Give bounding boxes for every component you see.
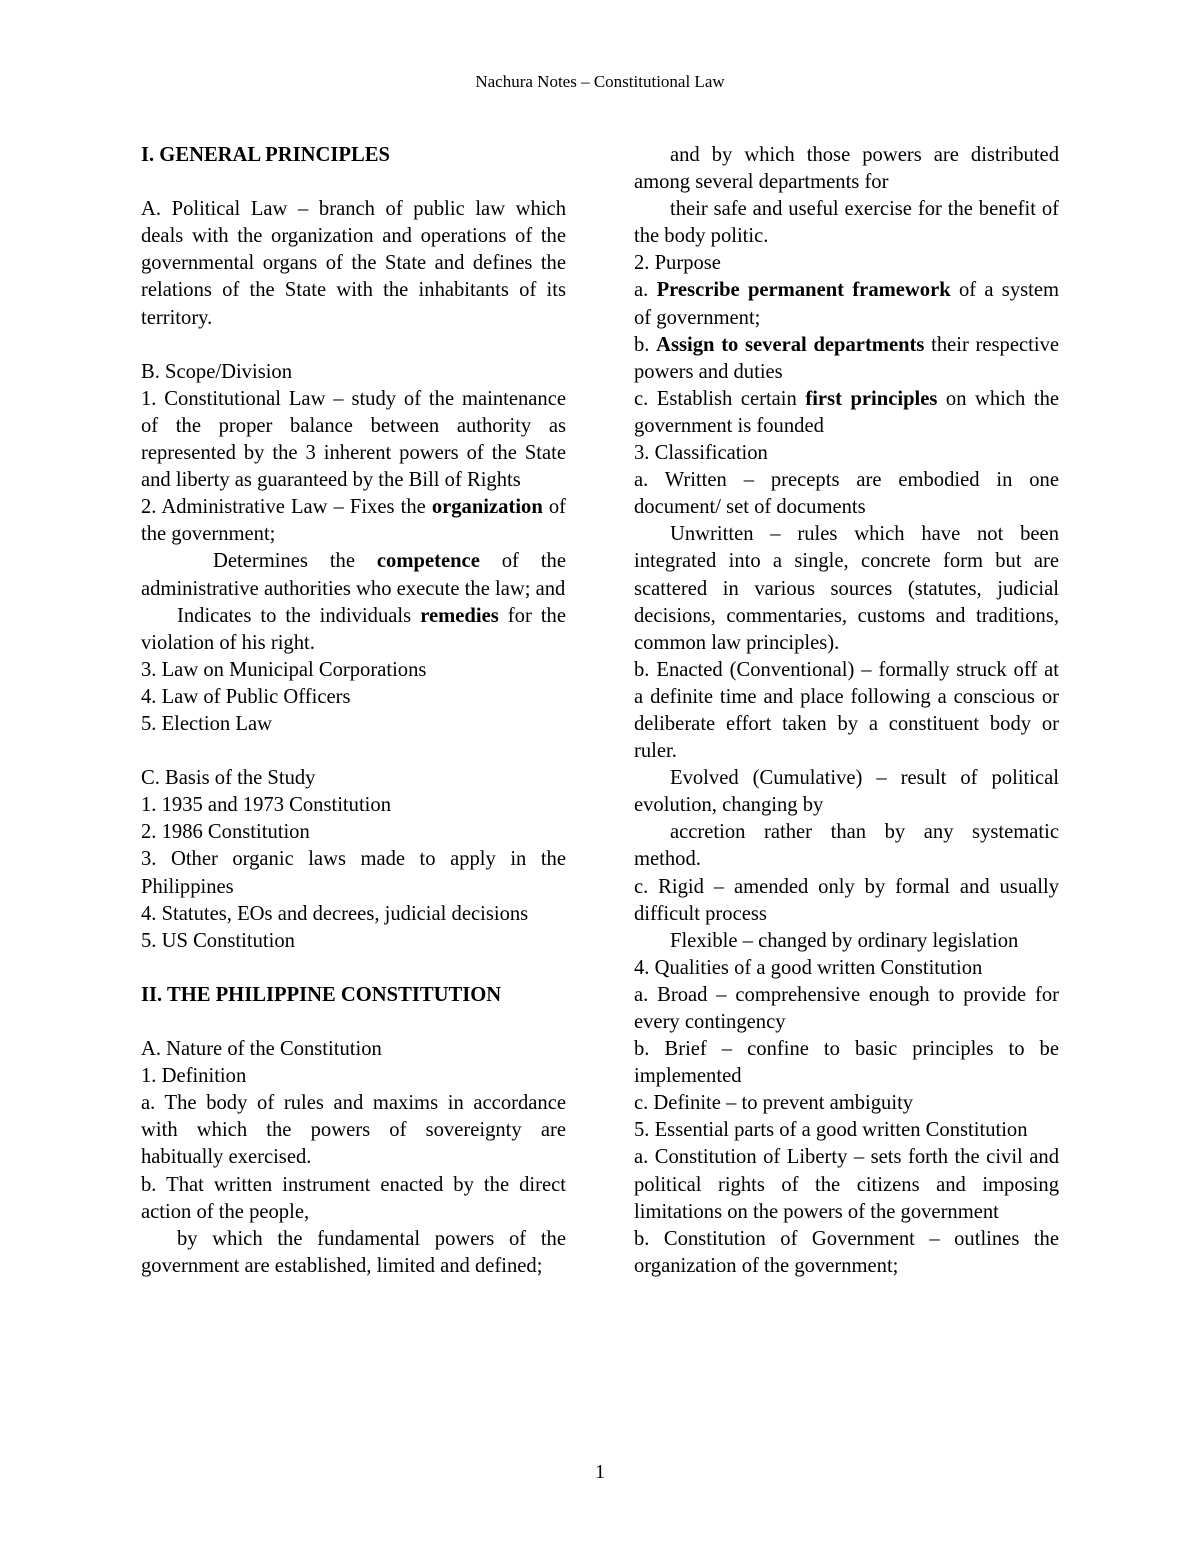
paragraph: C. Basis of the Study	[141, 767, 316, 790]
paragraph: a. Written – precepts are embodied in one document/ set of documents	[634, 469, 1059, 519]
text-run: 2. Administrative Law – Fixes the	[141, 496, 432, 519]
paragraph: 4. Statutes, EOs and decrees, judicial decisions	[141, 902, 529, 925]
paragraph: 3. Other organic laws made to apply in the Philippines	[141, 848, 566, 898]
section-heading: II. THE PHILIPPINE CONSTITUTION	[141, 983, 502, 1006]
text-run: b.	[634, 333, 657, 356]
page-header: Nachura Notes – Constitutional Law	[475, 72, 725, 91]
paragraph: 1. Constitutional Law – study of the maintenance of the proper balance between authority as represented by the 3 inherent powers of the State and liberty as guaranteed by the Bill of Rights	[141, 387, 566, 492]
text-run: their respective powers and duties	[634, 333, 1060, 383]
blank-line	[141, 169, 566, 196]
paragraph: c. Definite – to prevent ambiguity	[634, 1092, 914, 1115]
paragraph: a. Constitution of Liberty – sets forth the civil and political rights of the citizens and imposing limitations on the powers of the government	[634, 1146, 1059, 1223]
text-run: a.	[634, 279, 657, 302]
paragraph: Evolved (Cumulative) – result of political evolution, changing by	[634, 767, 1059, 817]
paragraph: 5. US Constitution	[141, 929, 295, 952]
paragraph: their safe and useful exercise for the benefit of the body politic.	[634, 198, 1059, 248]
paragraph: a. Broad – comprehensive enough to provide for every contingency	[634, 983, 1059, 1033]
text-run: of a system of government;	[634, 279, 1060, 329]
paragraph: 3. Classification	[634, 442, 768, 465]
text-run: of the administrative authorities who execute the law; and	[141, 550, 566, 600]
paragraph: 5. Essential parts of a good written Constitution	[634, 1119, 1028, 1142]
blank-line	[141, 738, 566, 765]
paragraph	[634, 332, 1059, 386]
blank-line	[141, 332, 566, 359]
paragraph: 2. 1986 Constitution	[141, 821, 310, 844]
text-run: of the government;	[141, 496, 566, 546]
paragraph: A. Nature of the Constitution	[141, 1038, 382, 1061]
paragraph: 2. Purpose	[634, 252, 721, 275]
paragraph: by which the fundamental powers of the government are established, limited and defined;	[141, 1227, 566, 1277]
paragraph	[141, 494, 566, 548]
paragraph: B. Scope/Division	[141, 360, 293, 383]
paragraph: 4. Law of Public Officers	[141, 685, 351, 708]
paragraph: 1. 1935 and 1973 Constitution	[141, 794, 391, 817]
paragraph	[141, 548, 566, 602]
paragraph: Flexible – changed by ordinary legislation	[670, 929, 1019, 952]
bold-term: competence	[376, 550, 480, 573]
text-run: on which the government is founded	[634, 387, 1060, 437]
paragraph: 4. Qualities of a good written Constitution	[634, 956, 983, 979]
paragraph	[634, 386, 1059, 440]
text-run: for the violation of his right.	[141, 604, 566, 654]
right-column	[634, 142, 1059, 1280]
bold-term: remedies	[420, 604, 499, 627]
blank-line	[141, 1009, 566, 1036]
text-run: Indicates to the individuals	[177, 604, 421, 627]
bold-term: Assign to several departments	[656, 333, 925, 356]
section-heading: I. GENERAL PRINCIPLES	[141, 144, 390, 166]
blank-line	[141, 955, 566, 982]
paragraph: 5. Election Law	[141, 712, 272, 735]
bold-term: organization	[431, 496, 543, 519]
paragraph: accretion rather than by any systematic method.	[634, 821, 1059, 871]
paragraph	[141, 603, 566, 657]
text-run: c. Establish certain	[634, 387, 806, 410]
page-number: 1	[595, 1461, 605, 1483]
paragraph: 3. Law on Municipal Corporations	[141, 658, 427, 681]
paragraph: c. Rigid – amended only by formal and usually difficult process	[634, 875, 1059, 925]
bold-term: Prescribe permanent framework	[656, 279, 951, 302]
paragraph: and by which those powers are distributed among several departments for	[634, 144, 1059, 194]
paragraph: A. Political Law – branch of public law which deals with the organization and operations of the governmental organs of the State and defines the relations of the State with the inhabitants of its territory.	[141, 198, 566, 329]
bold-term: first principles	[805, 387, 938, 410]
paragraph: b. Constitution of Government – outlines the organization of the government;	[634, 1227, 1059, 1277]
paragraph: Unwritten – rules which have not been integrated into a single, concrete form but are scattered in various sources (statutes, judicial decisions, commentaries, customs and traditions, common law principles).	[634, 523, 1059, 654]
paragraph: b. Brief – confine to basic principles to be implemented	[634, 1038, 1059, 1088]
left-column	[141, 142, 566, 1280]
text-run: Determines the	[213, 550, 377, 573]
paragraph: b. That written instrument enacted by the direct action of the people,	[141, 1173, 566, 1223]
paragraph	[634, 277, 1059, 331]
paragraph: a. The body of rules and maxims in accordance with which the powers of sovereignty are habitually exercised.	[141, 1092, 566, 1169]
paragraph: b. Enacted (Conventional) – formally struck off at a definite time and place following a conscious or deliberate effort taken by a constituent body or ruler.	[634, 658, 1059, 763]
paragraph: 1. Definition	[141, 1065, 247, 1088]
